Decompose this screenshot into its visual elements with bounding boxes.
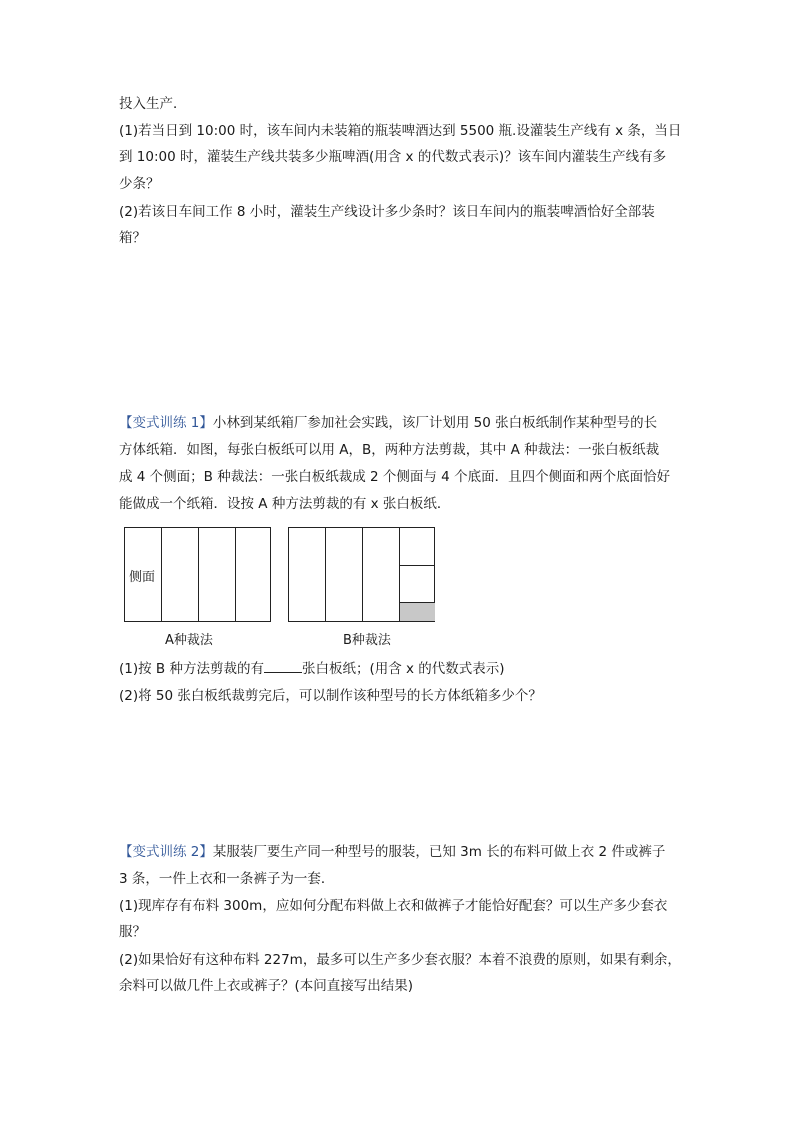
exercise-2-text-line: 服？ (119, 924, 146, 940)
exercise-2-intro (119, 842, 684, 862)
bottom-faces-column (399, 528, 435, 621)
caption-method-b: B种裁法 (343, 633, 391, 648)
exercise-1-text-line: 方体纸箱．如图，每张白板纸可以用 A，B，两种方法剪裁，其中 A 种裁法：一张白板纸裁 (119, 442, 660, 458)
problem-text-line: 少条？ (119, 176, 160, 192)
exercise-1-question-1: (1)按 B 种方法剪裁的有 张白板纸；(用含 x 的代数式表示) (119, 661, 505, 677)
exercise-1-question-2: (2)将 50 张白板纸裁剪完后，可以制作该种型号的长方体纸箱多少个？ (119, 688, 542, 704)
problem-text-line: 箱？ (119, 230, 146, 246)
problem-text-line: (1)若当日到 10:00 时，该车间内未装箱的瓶装啤酒达到 5500 瓶.设灌装生产线有 x 条，当日 (119, 123, 682, 139)
exercise-1-text-line: 能做成一个纸箱．设按 A 种方法剪裁的有 x 张白板纸． (119, 496, 451, 512)
cutting-method-b-diagram (288, 527, 435, 622)
exercise-2-text-line: 余料可以做几件上衣或裤子？(本问直接写出结果) (119, 978, 414, 994)
problem-text-line: 到 10:00 时，灌装生产线共装多少瓶啤酒(用含 x 的代数式表示)？该车间内灌装生产线有多 (119, 149, 667, 165)
cutting-method-a-diagram (124, 527, 271, 622)
exercise-2-text: 某服装厂要生产同一种型号的服装，已知 3m 长的布料可做上衣 2 件或裤子 (212, 844, 666, 860)
problem-text-line: 投入生产． (119, 96, 187, 112)
shaded-waste-area (400, 603, 435, 621)
exercise-2-text-line: (2)如果恰好有这种布料 227m，最多可以生产多少套衣服？本着不浪费的原则，如果有剩余， (119, 952, 681, 968)
exercise-2-text-line: 3 条，一件上衣和一条裤子为一套． (119, 871, 335, 887)
side-face-label: 侧面 (129, 570, 156, 585)
exercise-1-intro (119, 413, 684, 433)
exercise-2-text-line: (1)现库存有布料 300m，应如何分配布料做上衣和做裤子才能恰好配套？可以生产多少套衣 (119, 898, 668, 914)
exercise-1-text: 小林到某纸箱厂参加社会实践，该厂计划用 50 张白板纸制作某种型号的长 (212, 415, 658, 431)
exercise-2-tag: 【变式训练 2】 (119, 844, 213, 860)
exercise-1-text-line: 成 4 个侧面；B 种裁法：一张白板纸裁成 2 个侧面与 4 个底面．且四个侧面和两个底面恰好 (119, 469, 671, 485)
problem-text-line: (2)若该日车间工作 8 小时，灌装生产线设计多少条时？该日车间内的瓶装啤酒恰好全部装 (119, 204, 655, 220)
exercise-1-tag: 【变式训练 1】 (119, 415, 213, 431)
answer-blank (264, 660, 302, 673)
caption-method-a: A种裁法 (165, 633, 213, 648)
